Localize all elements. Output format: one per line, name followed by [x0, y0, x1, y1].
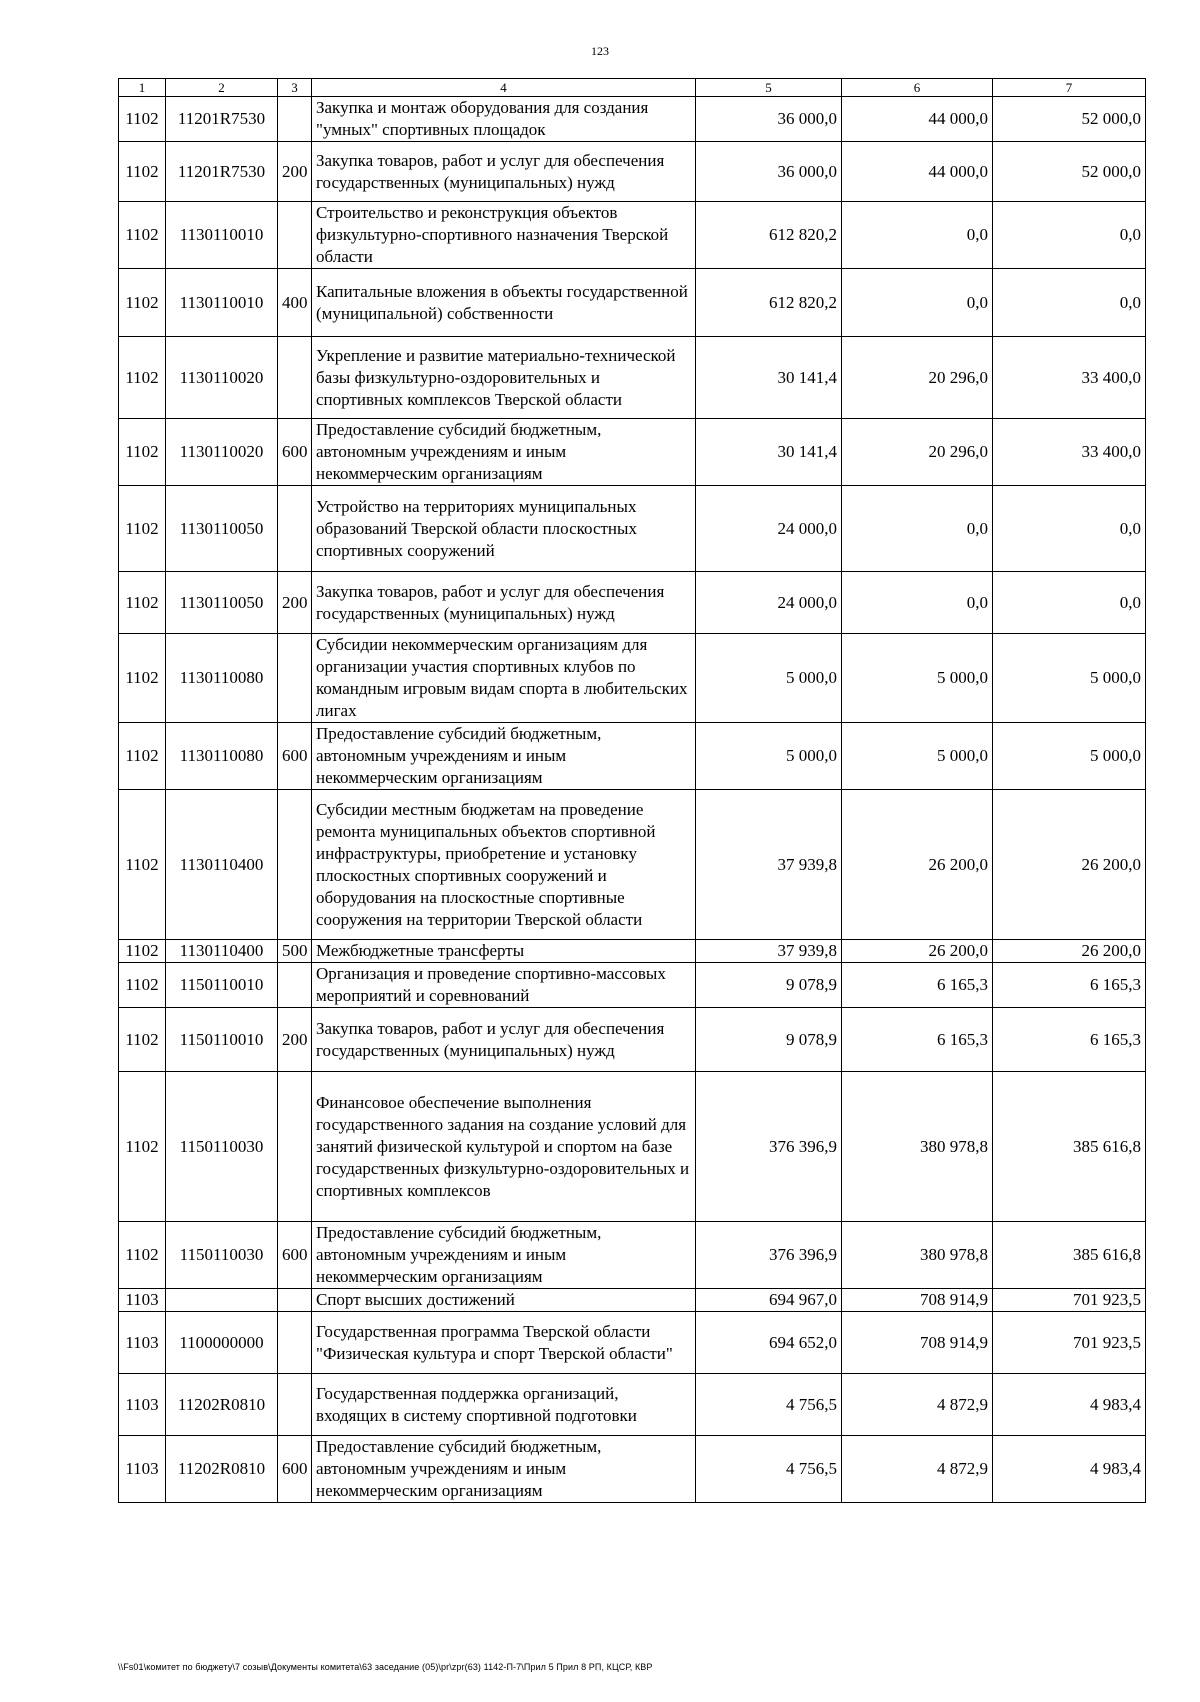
amount-col5-cell: 37 939,8	[696, 940, 842, 963]
target-article-code-cell: 1130110020	[166, 337, 278, 419]
target-article-code-cell: 11201R7530	[166, 97, 278, 142]
item-name-cell: Закупка товаров, работ и услуг для обеспечения государственных (муниципальных) нужд	[312, 1008, 696, 1072]
amount-col6-cell: 5 000,0	[842, 723, 993, 790]
target-article-code-cell	[166, 1289, 278, 1312]
amount-col5-cell: 9 078,9	[696, 1008, 842, 1072]
target-article-code-cell: 1130110010	[166, 269, 278, 337]
expense-type-code-cell: 600	[278, 723, 312, 790]
amount-col7-cell: 6 165,3	[993, 963, 1146, 1008]
amount-col6-cell: 44 000,0	[842, 142, 993, 202]
amount-col6-cell: 380 978,8	[842, 1072, 993, 1222]
section-code-cell: 1102	[119, 1008, 166, 1072]
amount-col7-cell: 26 200,0	[993, 940, 1146, 963]
amount-col7-cell: 52 000,0	[993, 97, 1146, 142]
section-code-cell: 1102	[119, 723, 166, 790]
expense-type-code-cell	[278, 1072, 312, 1222]
expense-type-code-cell: 600	[278, 419, 312, 486]
amount-col7-cell: 33 400,0	[993, 419, 1146, 486]
amount-col6-cell: 380 978,8	[842, 1222, 993, 1289]
expense-type-code-cell: 600	[278, 1436, 312, 1503]
amount-col6-cell: 26 200,0	[842, 940, 993, 963]
amount-col7-cell: 33 400,0	[993, 337, 1146, 419]
target-article-code-cell: 1130110400	[166, 790, 278, 940]
section-code-cell: 1102	[119, 142, 166, 202]
expense-type-code-cell	[278, 1374, 312, 1436]
section-code-cell: 1102	[119, 486, 166, 572]
column-number: 7	[993, 79, 1146, 97]
amount-col7-cell: 6 165,3	[993, 1008, 1146, 1072]
amount-col7-cell: 0,0	[993, 572, 1146, 634]
target-article-code-cell: 1130110050	[166, 486, 278, 572]
target-article-code-cell: 1130110020	[166, 419, 278, 486]
amount-col7-cell: 701 923,5	[993, 1289, 1146, 1312]
amount-col5-cell: 37 939,8	[696, 790, 842, 940]
expense-type-code-cell	[278, 790, 312, 940]
table-row	[119, 269, 1146, 337]
column-number-row	[119, 79, 1146, 97]
amount-col6-cell: 708 914,9	[842, 1312, 993, 1374]
item-name-cell: Спорт высших достижений	[312, 1289, 696, 1312]
amount-col6-cell: 44 000,0	[842, 97, 993, 142]
amount-col6-cell: 4 872,9	[842, 1436, 993, 1503]
amount-col5-cell: 9 078,9	[696, 963, 842, 1008]
amount-col6-cell: 20 296,0	[842, 419, 993, 486]
item-name-cell: Предоставление субсидий бюджетным, автономным учреждениям и иным некоммерческим организациям	[312, 419, 696, 486]
amount-col5-cell: 4 756,5	[696, 1436, 842, 1503]
amount-col7-cell: 5 000,0	[993, 634, 1146, 723]
item-name-cell: Устройство на территориях муниципальных образований Тверской области плоскостных спортивных сооружений	[312, 486, 696, 572]
expense-type-code-cell: 200	[278, 142, 312, 202]
amount-col5-cell: 36 000,0	[696, 97, 842, 142]
amount-col5-cell: 30 141,4	[696, 419, 842, 486]
expense-type-code-cell: 500	[278, 940, 312, 963]
amount-col7-cell: 385 616,8	[993, 1222, 1146, 1289]
target-article-code-cell: 1130110080	[166, 634, 278, 723]
amount-col5-cell: 24 000,0	[696, 572, 842, 634]
amount-col5-cell: 5 000,0	[696, 634, 842, 723]
amount-col6-cell: 6 165,3	[842, 1008, 993, 1072]
amount-col7-cell: 385 616,8	[993, 1072, 1146, 1222]
section-code-cell: 1102	[119, 963, 166, 1008]
expense-type-code-cell: 600	[278, 1222, 312, 1289]
table-row	[119, 486, 1146, 572]
amount-col7-cell: 5 000,0	[993, 723, 1146, 790]
expense-type-code-cell	[278, 202, 312, 269]
amount-col5-cell: 612 820,2	[696, 202, 842, 269]
table-row	[119, 1072, 1146, 1222]
column-number: 5	[696, 79, 842, 97]
section-code-cell: 1103	[119, 1436, 166, 1503]
table-body	[119, 97, 1146, 1503]
section-code-cell: 1102	[119, 1072, 166, 1222]
item-name-cell: Межбюджетные трансферты	[312, 940, 696, 963]
amount-col6-cell: 6 165,3	[842, 963, 993, 1008]
item-name-cell: Предоставление субсидий бюджетным, автономным учреждениям и иным некоммерческим организациям	[312, 723, 696, 790]
column-number: 4	[312, 79, 696, 97]
column-number: 1	[119, 79, 166, 97]
target-article-code-cell: 1150110030	[166, 1072, 278, 1222]
target-article-code-cell: 1130110080	[166, 723, 278, 790]
amount-col6-cell: 26 200,0	[842, 790, 993, 940]
section-code-cell: 1102	[119, 940, 166, 963]
expense-type-code-cell: 200	[278, 1008, 312, 1072]
table-row	[119, 634, 1146, 723]
item-name-cell: Организация и проведение спортивно-массовых мероприятий и соревнований	[312, 963, 696, 1008]
expense-type-code-cell	[278, 337, 312, 419]
amount-col7-cell: 0,0	[993, 486, 1146, 572]
page-number: 123	[591, 44, 609, 58]
table-row	[119, 1374, 1146, 1436]
item-name-cell: Предоставление субсидий бюджетным, автономным учреждениям и иным некоммерческим организациям	[312, 1222, 696, 1289]
table-row	[119, 1008, 1146, 1072]
table-row	[119, 1312, 1146, 1374]
amount-col5-cell: 376 396,9	[696, 1072, 842, 1222]
section-code-cell: 1102	[119, 419, 166, 486]
amount-col5-cell: 5 000,0	[696, 723, 842, 790]
target-article-code-cell: 1130110050	[166, 572, 278, 634]
amount-col6-cell: 708 914,9	[842, 1289, 993, 1312]
item-name-cell: Государственная поддержка организаций, входящих в систему спортивной подготовки	[312, 1374, 696, 1436]
item-name-cell: Укрепление и развитие материально-технической базы физкультурно-оздоровительных и спортивных комплексов Тверской области	[312, 337, 696, 419]
amount-col6-cell: 20 296,0	[842, 337, 993, 419]
section-code-cell: 1103	[119, 1312, 166, 1374]
amount-col6-cell: 0,0	[842, 202, 993, 269]
column-number: 6	[842, 79, 993, 97]
budget-table	[118, 78, 1146, 1503]
table-row	[119, 142, 1146, 202]
expense-type-code-cell	[278, 963, 312, 1008]
amount-col7-cell: 0,0	[993, 202, 1146, 269]
target-article-code-cell: 1150110010	[166, 1008, 278, 1072]
table-row	[119, 1289, 1146, 1312]
target-article-code-cell: 1100000000	[166, 1312, 278, 1374]
amount-col6-cell: 5 000,0	[842, 634, 993, 723]
amount-col7-cell: 26 200,0	[993, 790, 1146, 940]
amount-col5-cell: 4 756,5	[696, 1374, 842, 1436]
table-row	[119, 337, 1146, 419]
section-code-cell: 1102	[119, 202, 166, 269]
table-row	[119, 723, 1146, 790]
amount-col6-cell: 4 872,9	[842, 1374, 993, 1436]
amount-col6-cell: 0,0	[842, 572, 993, 634]
item-name-cell: Субсидии некоммерческим организациям для организации участия спортивных клубов по командным игровым видам спорта в любительских лигах	[312, 634, 696, 723]
amount-col7-cell: 52 000,0	[993, 142, 1146, 202]
item-name-cell: Капитальные вложения в объекты государственной (муниципальной) собственности	[312, 269, 696, 337]
amount-col5-cell: 612 820,2	[696, 269, 842, 337]
target-article-code-cell: 1130110400	[166, 940, 278, 963]
expense-type-code-cell	[278, 634, 312, 723]
item-name-cell: Строительство и реконструкция объектов физкультурно-спортивного назначения Тверской области	[312, 202, 696, 269]
item-name-cell: Субсидии местным бюджетам на проведение ремонта муниципальных объектов спортивной инфраструктуры, приобретение и установку плоскостных спортивных сооружений и оборудования на плоскостные спортивные сооружения на территории Тверской области	[312, 790, 696, 940]
item-name-cell: Закупка товаров, работ и услуг для обеспечения государственных (муниципальных) нужд	[312, 572, 696, 634]
item-name-cell: Закупка товаров, работ и услуг для обеспечения государственных (муниципальных) нужд	[312, 142, 696, 202]
amount-col6-cell: 0,0	[842, 269, 993, 337]
target-article-code-cell: 11202R0810	[166, 1374, 278, 1436]
table-row	[119, 97, 1146, 142]
table-row	[119, 419, 1146, 486]
section-code-cell: 1102	[119, 97, 166, 142]
target-article-code-cell: 1130110010	[166, 202, 278, 269]
expense-type-code-cell: 400	[278, 269, 312, 337]
expense-type-code-cell	[278, 1289, 312, 1312]
section-code-cell: 1102	[119, 572, 166, 634]
section-code-cell: 1102	[119, 1222, 166, 1289]
section-code-cell: 1103	[119, 1289, 166, 1312]
section-code-cell: 1102	[119, 634, 166, 723]
expense-type-code-cell	[278, 1312, 312, 1374]
table-row	[119, 963, 1146, 1008]
amount-col5-cell: 30 141,4	[696, 337, 842, 419]
target-article-code-cell: 1150110030	[166, 1222, 278, 1289]
section-code-cell: 1102	[119, 790, 166, 940]
section-code-cell: 1102	[119, 337, 166, 419]
expense-type-code-cell	[278, 486, 312, 572]
amount-col5-cell: 694 967,0	[696, 1289, 842, 1312]
item-name-cell: Государственная программа Тверской области "Физическая культура и спорт Тверской области"	[312, 1312, 696, 1374]
table-row	[119, 572, 1146, 634]
table-row	[119, 1436, 1146, 1503]
section-code-cell: 1102	[119, 269, 166, 337]
column-number: 2	[166, 79, 278, 97]
amount-col7-cell: 4 983,4	[993, 1436, 1146, 1503]
target-article-code-cell: 1150110010	[166, 963, 278, 1008]
expense-type-code-cell: 200	[278, 572, 312, 634]
amount-col6-cell: 0,0	[842, 486, 993, 572]
column-number: 3	[278, 79, 312, 97]
amount-col5-cell: 376 396,9	[696, 1222, 842, 1289]
table-row	[119, 940, 1146, 963]
amount-col5-cell: 694 652,0	[696, 1312, 842, 1374]
amount-col7-cell: 701 923,5	[993, 1312, 1146, 1374]
table-row	[119, 202, 1146, 269]
target-article-code-cell: 11202R0810	[166, 1436, 278, 1503]
section-code-cell: 1103	[119, 1374, 166, 1436]
amount-col5-cell: 24 000,0	[696, 486, 842, 572]
amount-col7-cell: 4 983,4	[993, 1374, 1146, 1436]
expense-type-code-cell	[278, 97, 312, 142]
amount-col5-cell: 36 000,0	[696, 142, 842, 202]
table-row	[119, 790, 1146, 940]
item-name-cell: Финансовое обеспечение выполнения государственного задания на создание условий для занятий физической культурой и спортом на базе государственных физкультурно-оздоровительных и спортивных комплексов	[312, 1072, 696, 1222]
footer-file-path: \\Fs01\комитет по бюджету\7 созыв\Документы комитета\63 заседание (05)\pr\zpr(63) 1142-П-7\Прил 5 Прил 8 РП, КЦСР, КВР	[118, 1662, 653, 1672]
item-name-cell: Предоставление субсидий бюджетным, автономным учреждениям и иным некоммерческим организациям	[312, 1436, 696, 1503]
amount-col7-cell: 0,0	[993, 269, 1146, 337]
table-row	[119, 1222, 1146, 1289]
target-article-code-cell: 11201R7530	[166, 142, 278, 202]
item-name-cell: Закупка и монтаж оборудования для создания "умных" спортивных площадок	[312, 97, 696, 142]
